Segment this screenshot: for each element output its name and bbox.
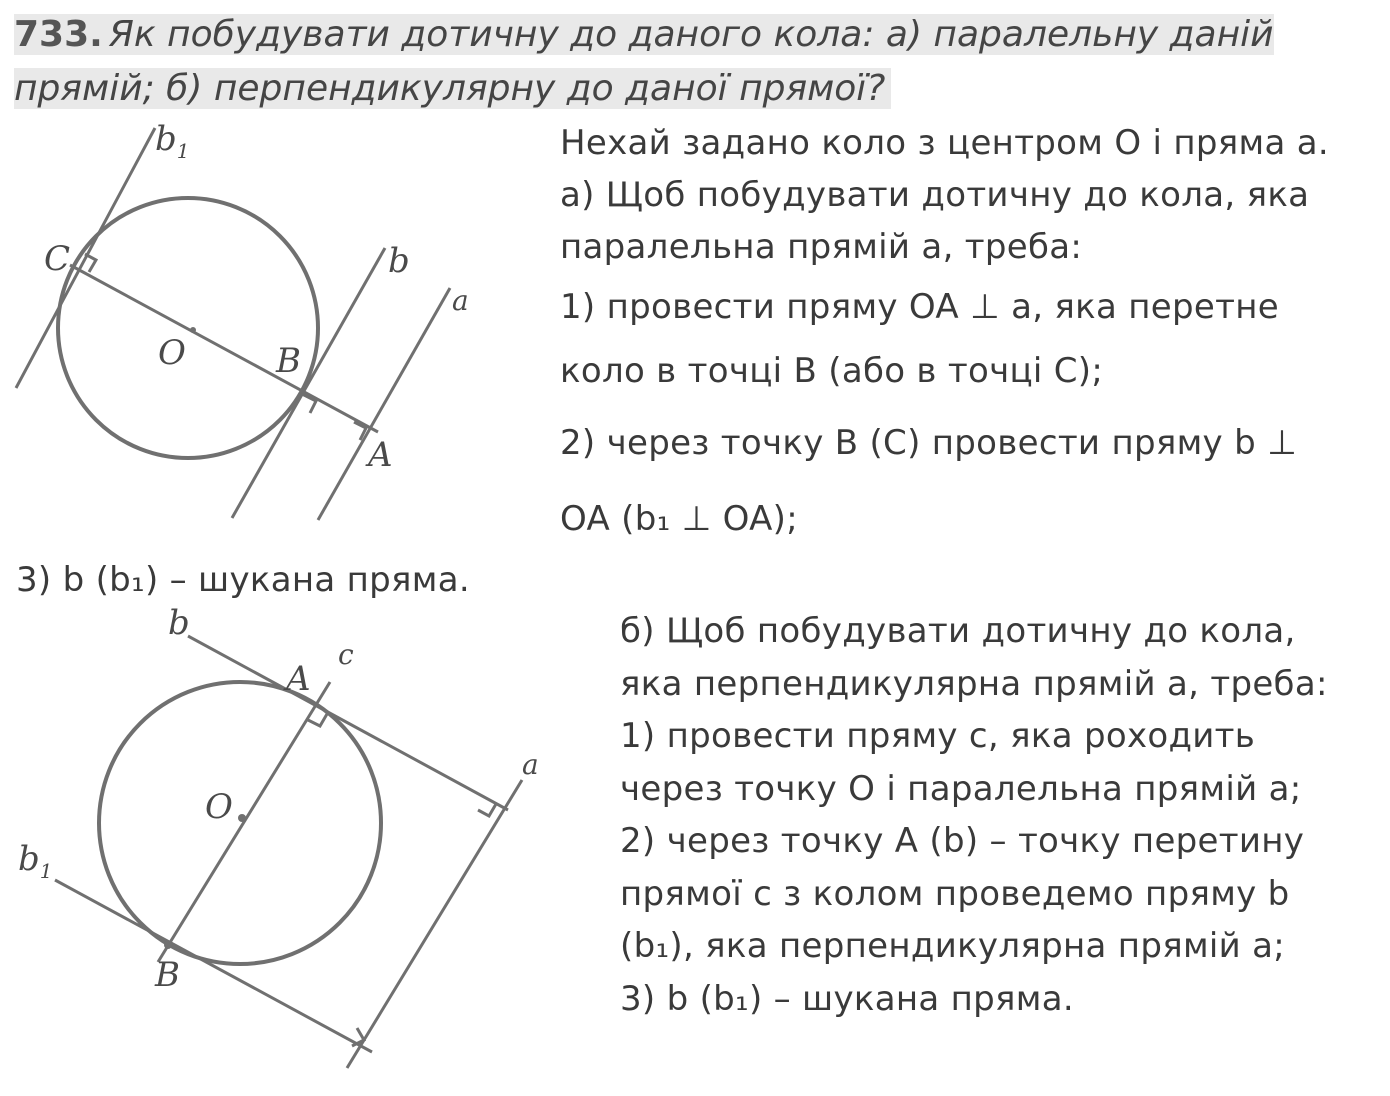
label-b1: $b_1$ (18, 839, 53, 883)
point-O (190, 327, 196, 333)
label-C: C (44, 239, 71, 279)
label-A: A (286, 659, 311, 699)
task-statement (14, 8, 1324, 116)
part-a-line-2: а) Щоб побудувати дотичну до кола, яка (560, 175, 1310, 215)
part-b-line-7: (b₁), яка перпендикулярна прямій a; (620, 926, 1286, 966)
label-b: b (168, 603, 190, 643)
right-angle-top (478, 804, 496, 816)
label-b: b (388, 241, 410, 281)
part-b-line-2: яка перпендикулярна прямій a, треба: (620, 663, 1328, 704)
label-B: B (276, 341, 301, 381)
part-b-line-3: 1) провести пряму c, яка роходить (620, 716, 1256, 756)
part-b-line-8: 3) b (b₁) – шукана пряма. (620, 978, 1074, 1019)
point-B (164, 941, 172, 949)
part-b-line-4: через точку O і паралельна прямій a; (620, 768, 1302, 809)
label-b1: $b_1$ (155, 119, 190, 163)
part-a-line-5: коло в точці B (або в точці C); (560, 351, 1104, 391)
task-highlight (14, 14, 1274, 109)
label-a: a (452, 284, 469, 317)
part-a-line-3: паралельна прямій a, треба: (560, 227, 1083, 267)
figure-perpendicular-tangent (0, 600, 600, 1080)
solution-part-b (620, 605, 1328, 1025)
part-b-line-5: 2) через точку A (b) – точку перетину (620, 821, 1305, 861)
label-c: c (338, 638, 354, 671)
circle (99, 682, 381, 964)
label-B: B (155, 955, 180, 995)
segment-CA (70, 265, 378, 432)
part-a-line-4: 1) провести пряму OA ⊥ a, яка перетне (560, 287, 1279, 327)
task-question: Як побудувати дотичну до даного кола: а) паралельну даній прямій; б) перпендикулярну до даної прямої? (14, 14, 1274, 109)
line-b (232, 248, 385, 518)
label-a: a (522, 748, 539, 781)
line-a (347, 780, 522, 1068)
line-b1 (16, 128, 155, 388)
part-b-line-6: прямої c з колом проведемо пряму b (620, 873, 1290, 914)
part-a-step-3: 3) b (b₁) – шукана пряма. (16, 560, 470, 600)
part-a-line-6: 2) через точку B (C) провести пряму b ⊥ (560, 423, 1297, 463)
label-O: O (205, 787, 233, 827)
solution-part-a (560, 117, 1329, 557)
label-A: A (368, 435, 393, 475)
task-number: 733. (14, 14, 103, 55)
line-a (318, 288, 450, 520)
line-b1 (55, 880, 372, 1052)
point-O (238, 814, 246, 822)
line-c (158, 682, 330, 962)
figure-parallel-tangent (0, 110, 520, 540)
part-a-line-7: OA (b₁ ⊥ OA); (560, 499, 798, 539)
label-O: O (158, 333, 186, 373)
part-a-line-1: Нехай задано коло з центром O і пряма a. (560, 123, 1329, 163)
part-b-line-1: б) Щоб побудувати дотичну до кола, (620, 611, 1296, 651)
